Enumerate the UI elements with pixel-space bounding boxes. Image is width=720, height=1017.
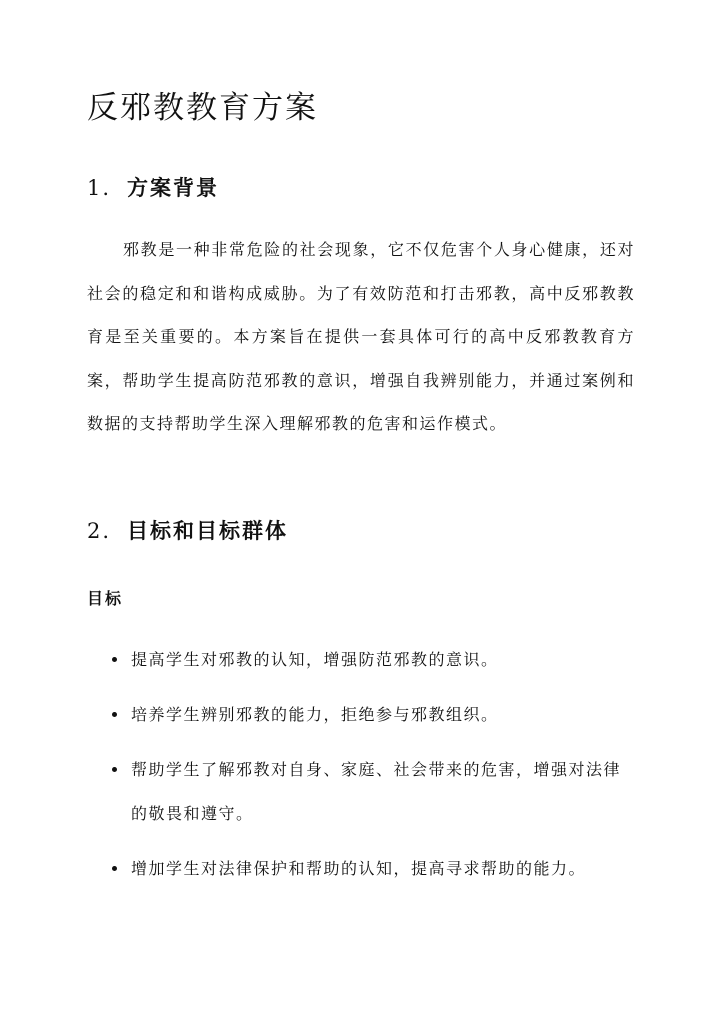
subheading-goals: 目标 xyxy=(87,589,124,608)
bullet-dot-icon xyxy=(112,767,117,772)
bullet-dot-icon xyxy=(112,712,117,717)
list-item-text: 增加学生对法律保护和帮助的认知，提高寻求帮助的能力。 xyxy=(131,859,587,878)
goals-list xyxy=(87,638,635,902)
bullet-dot-icon xyxy=(112,866,117,871)
section-heading-text: 目标和目标群体 xyxy=(127,518,288,543)
list-item xyxy=(87,748,635,836)
section-number: 1. xyxy=(87,176,112,200)
list-item-text: 提高学生对邪教的认知，增强防范邪教的意识。 xyxy=(131,650,499,669)
list-item xyxy=(87,847,635,891)
background-paragraph: 邪教是一种非常危险的社会现象，它不仅危害个人身心健康，还对社会的稳定和和谐构成威胁。为了有效防范和打击邪教，高中反邪教教育是至关重要的。本方案旨在提供一套具体可行的高中反邪教教育方案，帮助学生提高防范邪教的意识，增强自我辨别能力，并通过案例和数据的支持帮助学生深入理解邪教的危害和运作模式。 xyxy=(87,240,635,434)
list-item xyxy=(87,638,635,682)
bullet-dot-icon xyxy=(112,657,117,662)
list-item xyxy=(87,693,635,737)
section-heading-text: 方案背景 xyxy=(127,175,219,200)
section-number: 2. xyxy=(87,519,112,543)
list-item-text: 培养学生辨别邪教的能力，拒绝参与邪教组织。 xyxy=(131,705,499,724)
section-heading-goals xyxy=(87,516,288,546)
list-item-text: 帮助学生了解邪教对自身、家庭、社会带来的危害，增强对法律的敬畏和遵守。 xyxy=(131,760,622,823)
section-heading-background xyxy=(87,173,219,203)
document-title: 反邪教教育方案 xyxy=(87,90,318,126)
